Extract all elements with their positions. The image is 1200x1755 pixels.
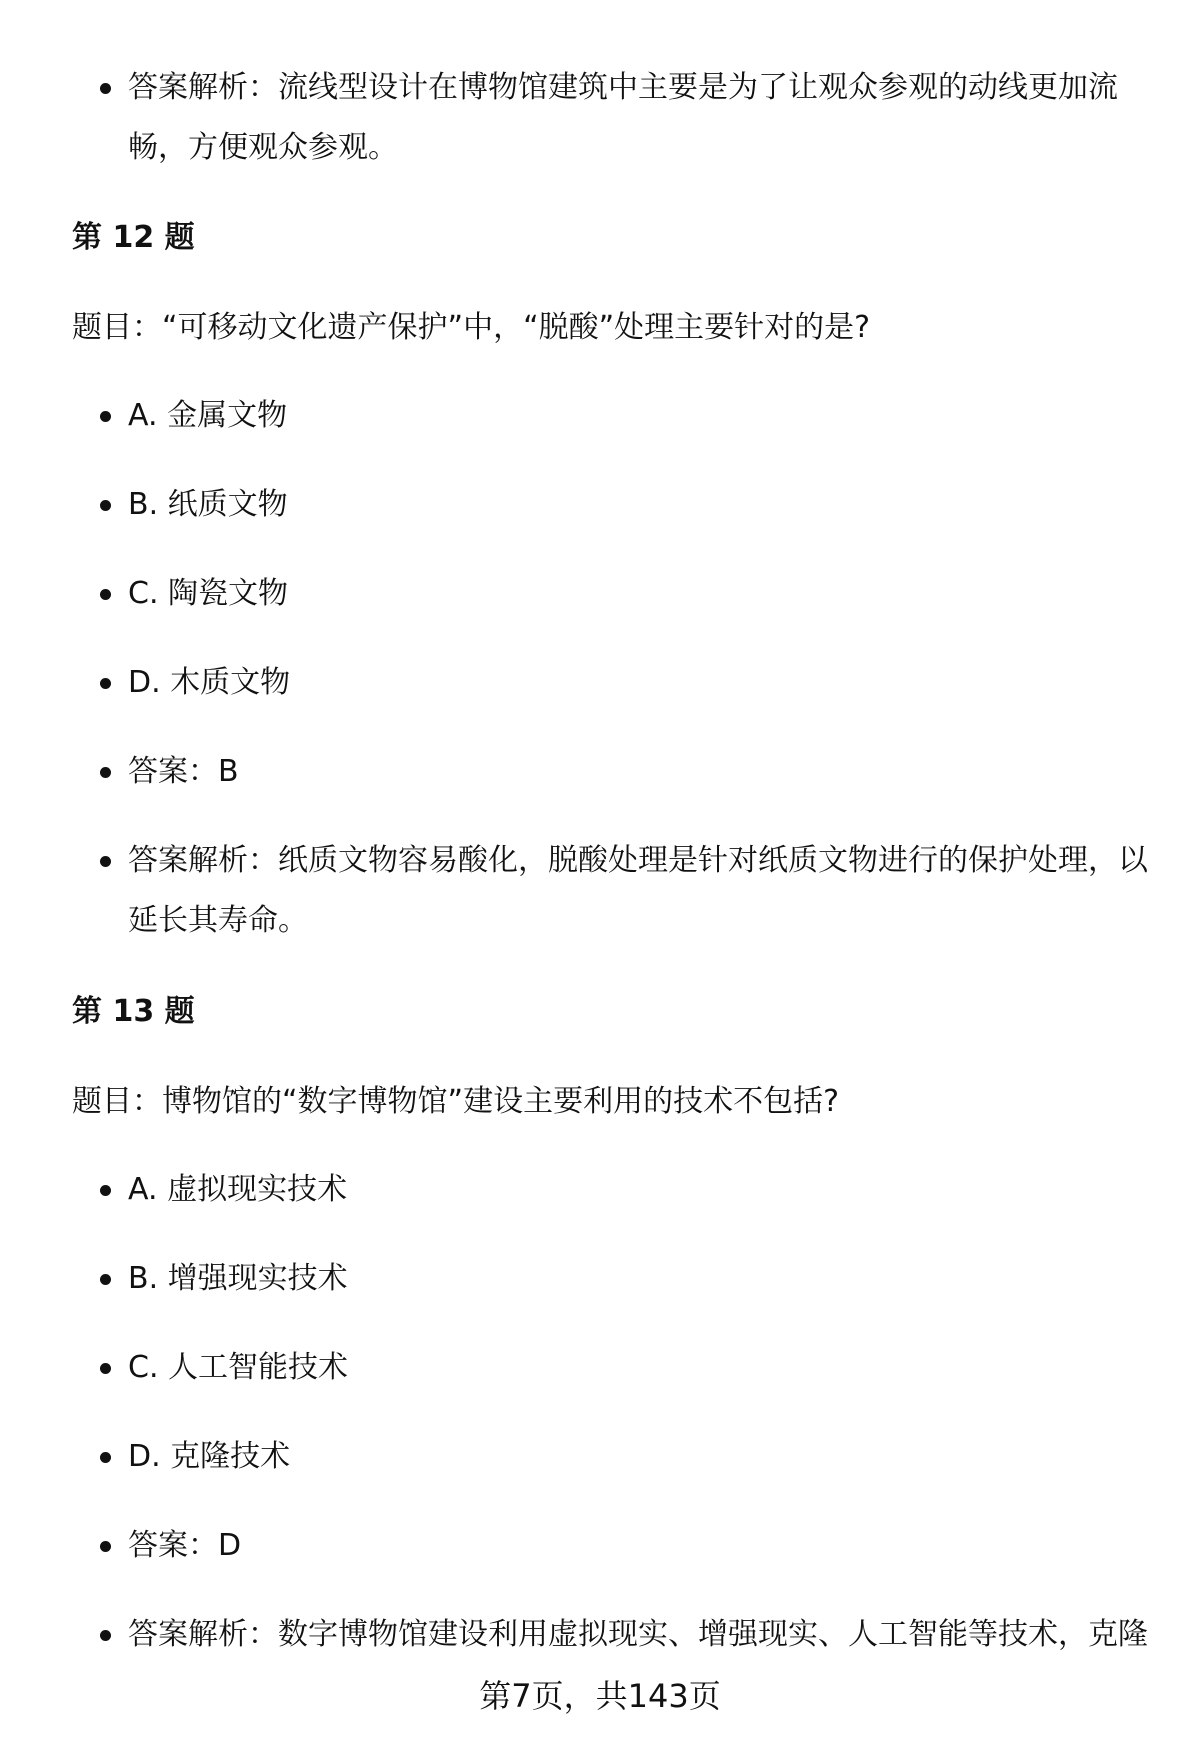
question-13-text: 题目：博物馆的“数字博物馆”建设主要利用的技术不包括? <box>72 1084 840 1119</box>
question-12-text: 题目：“可移动文化遗产保护”中，“脱酸”处理主要针对的是? <box>72 310 871 345</box>
question-12-option-c: C. 陶瓷文物 <box>128 564 1148 624</box>
question-13-option-d: D. 克隆技术 <box>128 1427 1148 1487</box>
question-12-heading: 第 12 题 <box>72 220 195 255</box>
question-12-option-b: B. 纸质文物 <box>128 475 1148 535</box>
page-number-footer: 第7页，共143页 <box>479 1677 721 1715</box>
question-13-option-b: B. 增强现实技术 <box>128 1249 1148 1309</box>
question-12-option-d: D. 木质文物 <box>128 653 1148 713</box>
question-13-option-c: C. 人工智能技术 <box>128 1338 1148 1398</box>
question-13-answer: 答案：D <box>128 1516 1148 1576</box>
question-12-answer: 答案：B <box>128 742 1148 802</box>
question-12-explanation: 答案解析：纸质文物容易酸化，脱酸处理是针对纸质文物进行的保护处理，以延长其寿命。 <box>128 831 1148 951</box>
prev-answer-explanation: 答案解析：流线型设计在博物馆建筑中主要是为了让观众参观的动线更加流畅，方便观众参观。 <box>128 58 1148 178</box>
question-13-heading: 第 13 题 <box>72 994 195 1029</box>
question-13-explanation: 答案解析：数字博物馆建设利用虚拟现实、增强现实、人工智能等技术，克隆 <box>128 1605 1148 1665</box>
question-12-option-a: A. 金属文物 <box>128 386 1148 446</box>
question-13-option-a: A. 虚拟现实技术 <box>128 1160 1148 1220</box>
